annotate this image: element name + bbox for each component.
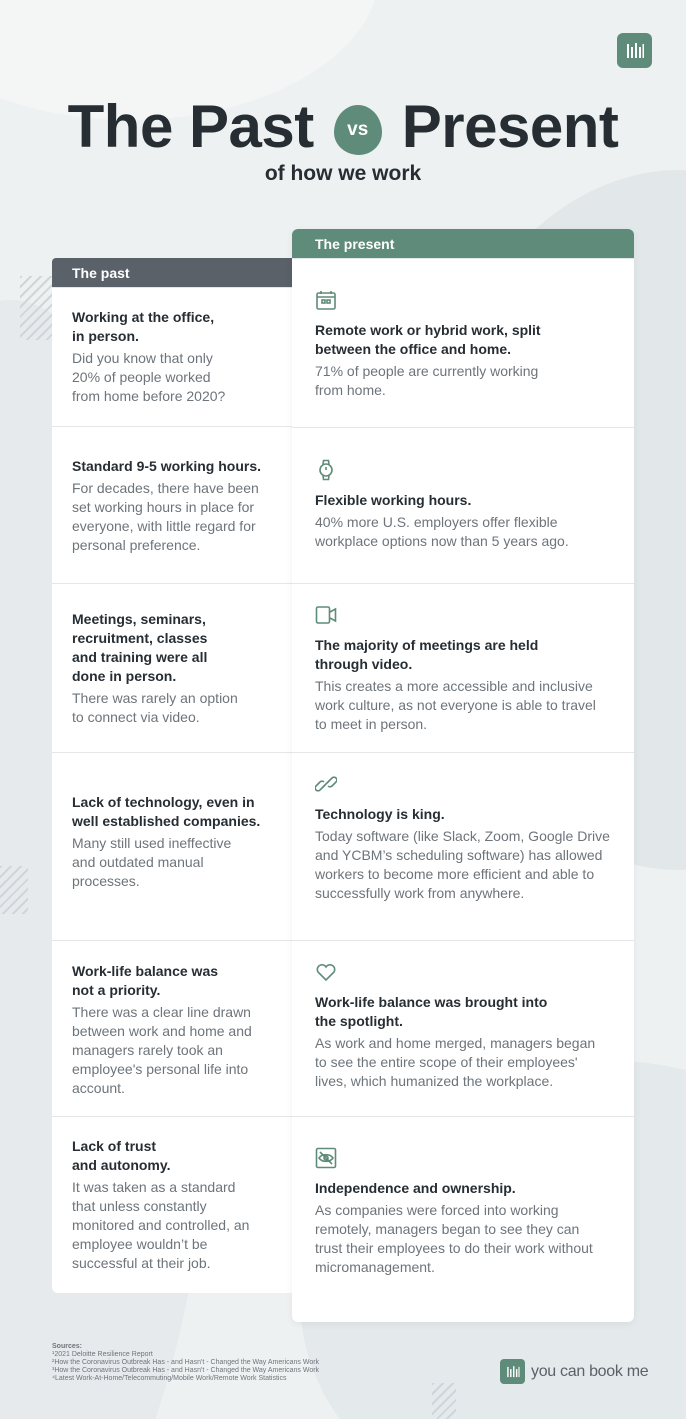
present-item-title: Remote work or hybrid work, split between the office and home. bbox=[315, 322, 541, 357]
heart-icon bbox=[315, 961, 337, 983]
sources-footnotes bbox=[52, 1343, 319, 1383]
past-item bbox=[52, 426, 292, 583]
hatch-decoration bbox=[20, 276, 52, 340]
source-item: ¹2021 Deloitte Resilience Report bbox=[52, 1351, 153, 1358]
past-item-text: There was rarely an option to connect via video. bbox=[72, 690, 238, 725]
hatch-decoration bbox=[432, 1383, 456, 1419]
present-item-text: 40% more U.S. employers offer flexible workplace options now than 5 years ago. bbox=[315, 514, 569, 549]
brand-mark-icon bbox=[500, 1359, 525, 1384]
present-item bbox=[292, 940, 634, 1116]
page-subtitle: of how we work bbox=[264, 162, 422, 185]
brand-logo-icon bbox=[617, 33, 652, 68]
watch-icon bbox=[315, 459, 337, 481]
past-item-title: Work-life balance was not a priority. bbox=[72, 963, 219, 998]
past-item-title: Standard 9-5 working hours. bbox=[72, 458, 262, 474]
calendar-icon bbox=[315, 289, 337, 311]
past-item-text: There was a clear line drawn between work and home and managers rarely took an employee's personal life into account. bbox=[72, 1004, 252, 1096]
past-item-text: For decades, there have been set working hours in place for everyone, with little regard for personal preference. bbox=[72, 480, 259, 553]
past-item-title: Working at the office, in person. bbox=[72, 309, 215, 344]
title-past: The Past bbox=[67, 93, 314, 160]
past-item bbox=[52, 583, 292, 752]
past-item-text: It was taken as a standard that unless constantly monitored and controlled, an employee wouldn’t be successful at their job. bbox=[72, 1179, 250, 1271]
video-camera-icon bbox=[315, 604, 337, 626]
present-item bbox=[292, 258, 634, 427]
present-item-text: As work and home merged, managers began to see the entire scope of their employees' lives, which humanized the workplace. bbox=[315, 1035, 596, 1089]
present-item-title: Independence and ownership. bbox=[315, 1180, 516, 1196]
link-icon bbox=[315, 773, 337, 795]
past-item-text: Many still used ineffective and outdated manual processes. bbox=[72, 835, 232, 889]
hatch-decoration bbox=[0, 866, 28, 914]
present-item-title: Technology is king. bbox=[315, 806, 445, 822]
present-item bbox=[292, 583, 634, 752]
past-column-header: The past bbox=[52, 258, 292, 287]
source-item: ³How the Coronavirus Outbreak Has - and Hasn't - Changed the Way Americans Work bbox=[52, 1367, 320, 1374]
present-item-text: 71% of people are currently working from home. bbox=[315, 363, 539, 398]
present-item-text: As companies were forced into working remotely, managers began to see they can trust their employees to do their work without micromanagement. bbox=[315, 1202, 593, 1275]
past-item bbox=[52, 1116, 292, 1293]
present-item-text: Today software (like Slack, Zoom, Google Drive and YCBM’s scheduling software) has allowed workers to become more efficient and able to successfully work from anywhere. bbox=[315, 828, 610, 901]
past-item-title: Lack of trust and autonomy. bbox=[72, 1138, 171, 1173]
present-item bbox=[292, 1116, 634, 1322]
present-column-header: The present bbox=[292, 229, 634, 258]
present-item bbox=[292, 427, 634, 583]
brand-name: you can book me bbox=[531, 1362, 649, 1380]
present-column bbox=[292, 229, 634, 1322]
past-item bbox=[52, 940, 292, 1116]
source-item: ²How the Coronavirus Outbreak Has - and Hasn't - Changed the Way Americans Work bbox=[52, 1359, 320, 1366]
page-title bbox=[0, 92, 686, 161]
present-item bbox=[292, 752, 634, 940]
eye-off-icon bbox=[315, 1147, 337, 1169]
sources-label: Sources: bbox=[52, 1343, 82, 1350]
source-item: ⁴Latest Work-At-Home/Telecommuting/Mobile Work/Remote Work Statistics bbox=[52, 1375, 287, 1382]
past-item-title: Lack of technology, even in well established companies. bbox=[72, 794, 261, 829]
past-item bbox=[52, 287, 292, 426]
title-present: Present bbox=[401, 93, 619, 160]
present-item-title: The majority of meetings are held through video. bbox=[315, 637, 539, 672]
past-column bbox=[52, 258, 292, 1293]
past-item bbox=[52, 752, 292, 940]
brand-footer bbox=[500, 1359, 648, 1384]
past-item-title: Meetings, seminars, recruitment, classes and training were all done in person. bbox=[72, 611, 208, 684]
present-item-text: This creates a more accessible and inclusive work culture, as not everyone is able to travel to meet in person. bbox=[315, 678, 596, 732]
present-item-title: Flexible working hours. bbox=[315, 492, 472, 508]
past-item-text: Did you know that only 20% of people worked from home before 2020? bbox=[72, 350, 226, 404]
vs-badge: vs bbox=[334, 105, 382, 155]
present-item-title: Work-life balance was brought into the spotlight. bbox=[315, 994, 548, 1029]
